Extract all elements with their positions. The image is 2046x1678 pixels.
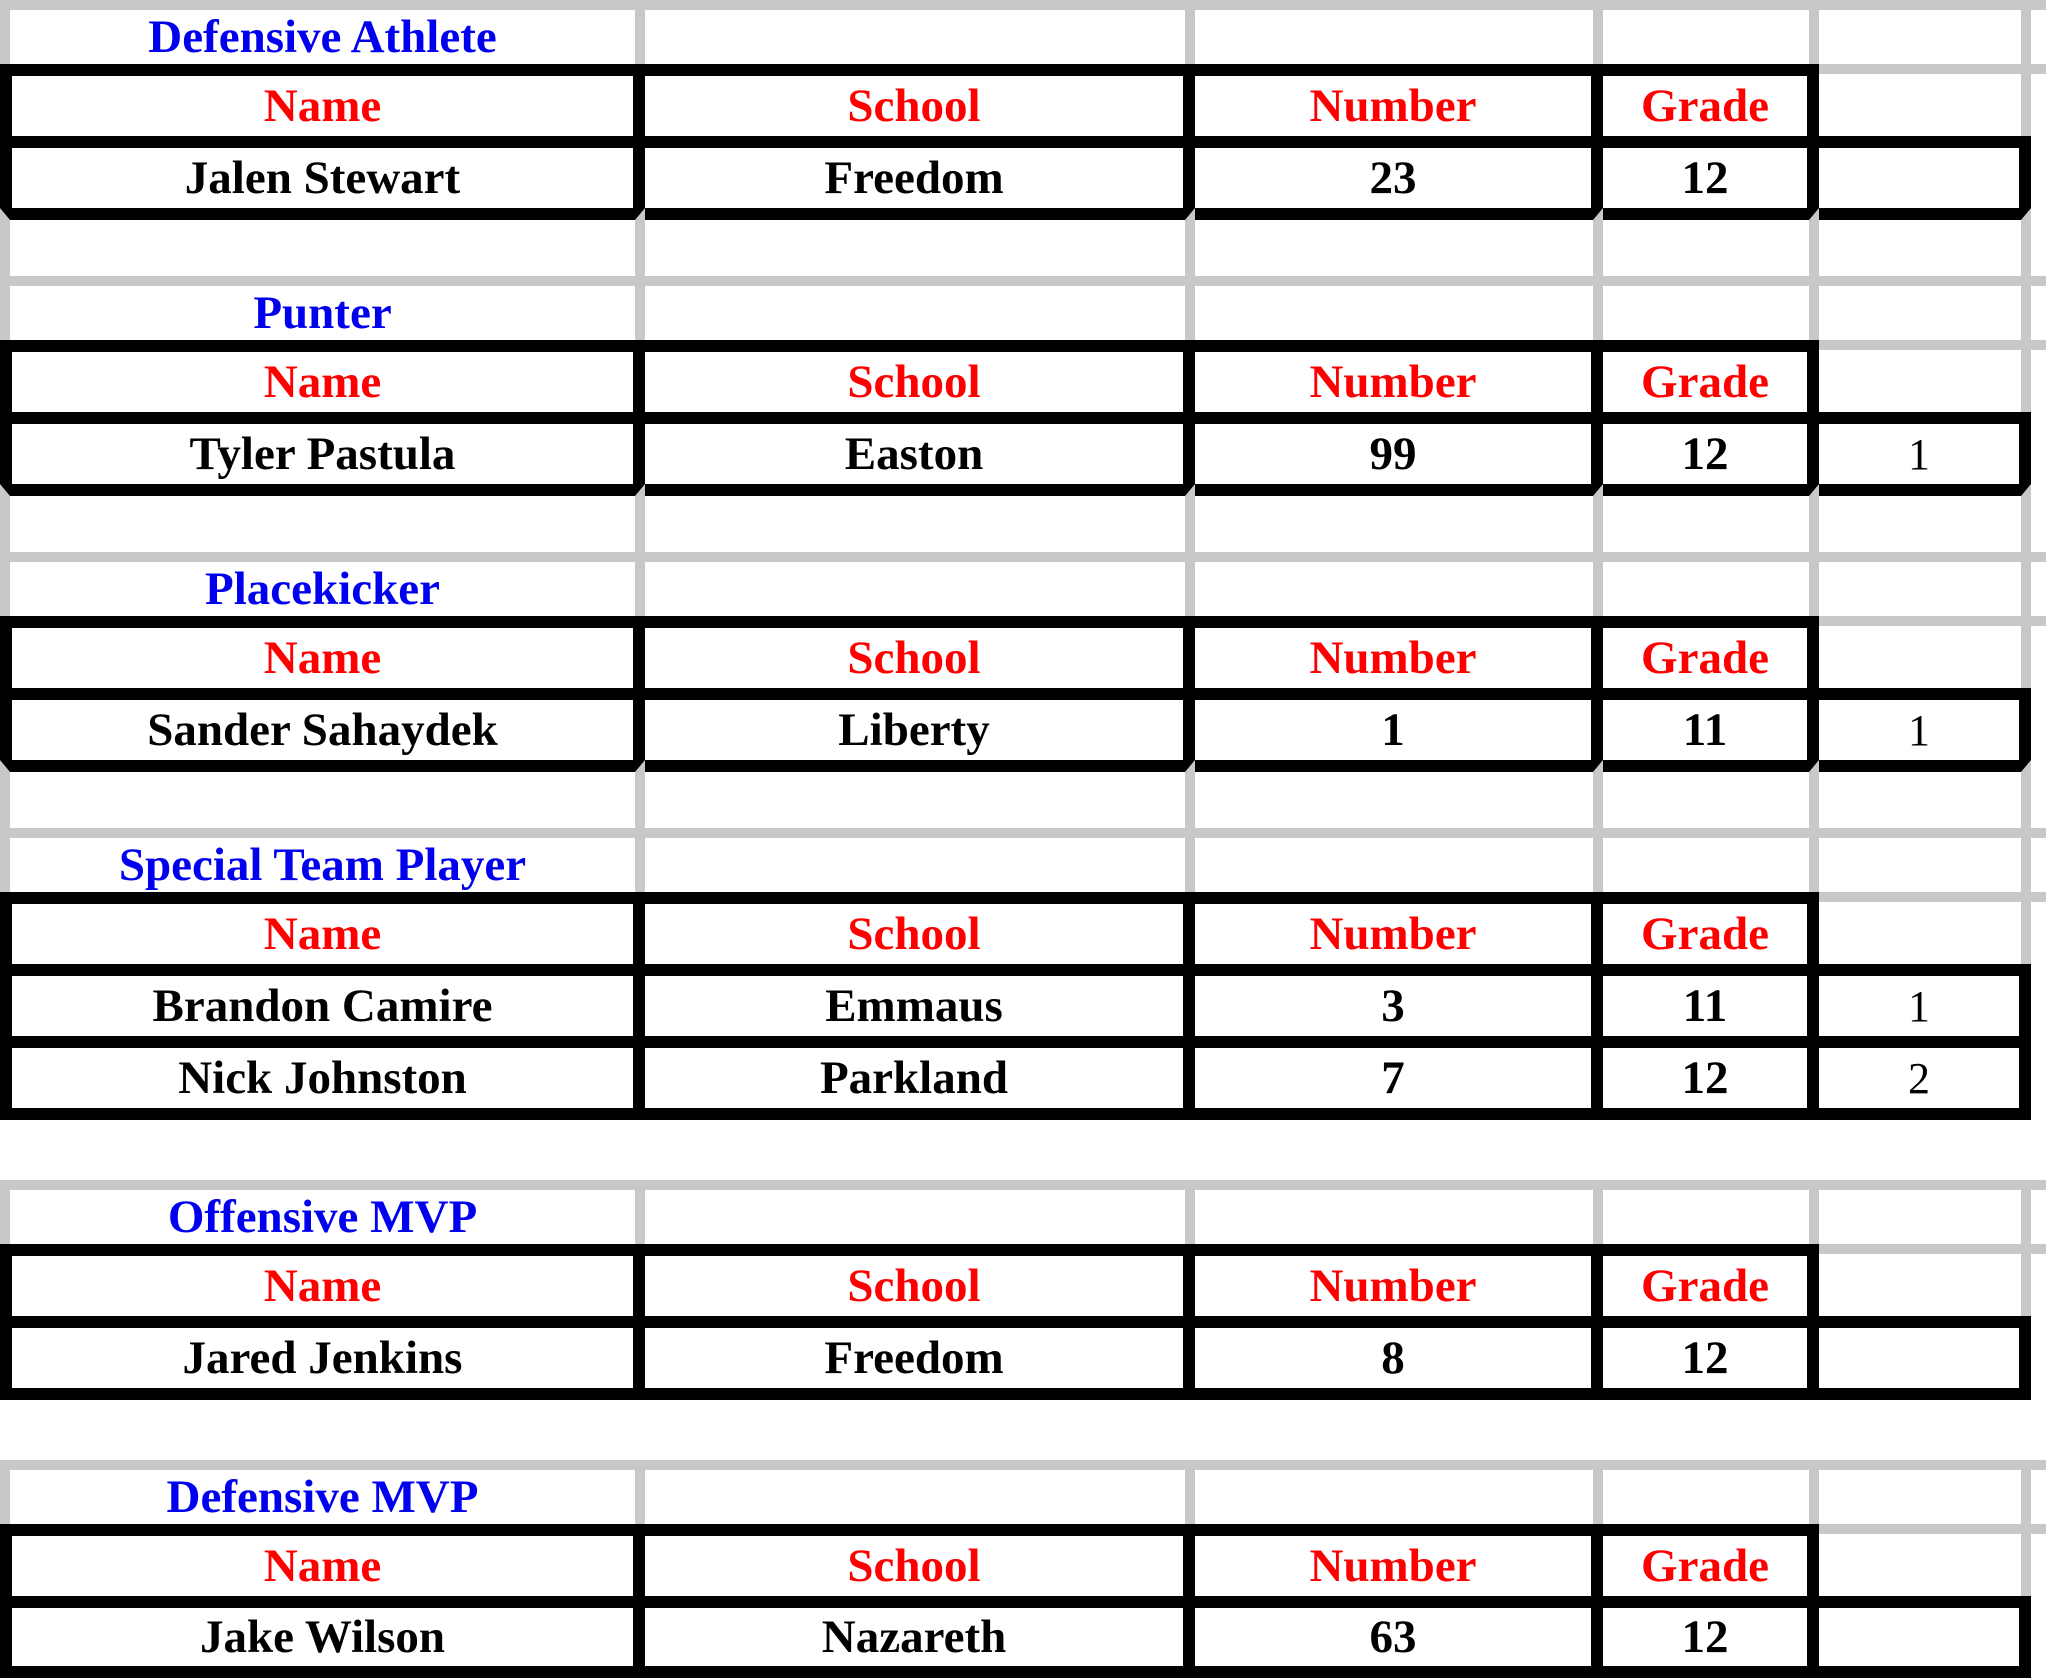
- grid-cell: [645, 276, 1195, 340]
- grid-cell: [1603, 760, 1819, 828]
- punter-title-cell: Punter: [0, 276, 645, 340]
- punter-header-school: School: [645, 340, 1195, 412]
- placekicker-header-row: [0, 616, 2046, 688]
- special-team-player-school-cell-0: Emmaus: [645, 964, 1195, 1036]
- offensive-mvp-header-school: School: [645, 1244, 1195, 1316]
- special-team-player-rank-cell-0: 1: [1819, 964, 2031, 1036]
- placekicker-name-cell: Sander Sahaydek: [0, 688, 645, 760]
- grid-cell: [1195, 552, 1603, 616]
- placekicker-data-row-0: [0, 688, 2046, 760]
- grid-cell: [2031, 484, 2046, 552]
- grid-cell: [2031, 1524, 2046, 1596]
- punter-header-row: [0, 340, 2046, 412]
- grid-cell: [1819, 1460, 2031, 1524]
- special-team-player-number-cell-1: 7: [1195, 1036, 1603, 1108]
- grid-cell: [645, 1108, 1195, 1180]
- grid-cell: [2031, 340, 2046, 412]
- grid-cell: [2031, 964, 2046, 1036]
- grid-cell: [1819, 616, 2031, 688]
- grid-cell: [2031, 276, 2046, 340]
- grid-cell: [1819, 1388, 2031, 1460]
- grid-cell: [1603, 1460, 1819, 1524]
- offensive-mvp-header-name: Name: [0, 1244, 645, 1316]
- offensive-mvp-data-row-0: [0, 1316, 2046, 1388]
- grid-cell: [2031, 1244, 2046, 1316]
- placekicker-header-school: School: [645, 616, 1195, 688]
- grid-cell: [1603, 0, 1819, 64]
- grid-cell: [0, 484, 645, 552]
- grid-cell: [1819, 892, 2031, 964]
- punter-title-row: [0, 276, 2046, 340]
- grid-cell: [2031, 892, 2046, 964]
- defensive-mvp-header-school: School: [645, 1524, 1195, 1596]
- grid-cell: [2031, 1180, 2046, 1244]
- grid-cell: [1819, 64, 2031, 136]
- defensive-mvp-header-row: [0, 1524, 2046, 1596]
- defensive-athlete-header-row: [0, 64, 2046, 136]
- defensive-athlete-header-school: School: [645, 64, 1195, 136]
- punter-number-cell: 99: [1195, 412, 1603, 484]
- special-team-player-number-cell-0: 3: [1195, 964, 1603, 1036]
- special-team-player-data-row-1: [0, 1036, 2046, 1108]
- grid-cell: [645, 0, 1195, 64]
- grid-cell: [1819, 208, 2031, 276]
- offensive-mvp-grade-cell: 12: [1603, 1316, 1819, 1388]
- grid-cell: [2031, 208, 2046, 276]
- empty-grid-row: [0, 208, 2046, 276]
- punter-grade-cell: 12: [1603, 412, 1819, 484]
- grid-cell: [1819, 1180, 2031, 1244]
- special-team-player-name-cell-0: Brandon Camire: [0, 964, 645, 1036]
- offensive-mvp-header-row: [0, 1244, 2046, 1316]
- grid-cell: [0, 1108, 645, 1180]
- special-team-player-header-number: Number: [1195, 892, 1603, 964]
- grid-cell: [2031, 688, 2046, 760]
- offensive-mvp-school-cell: Freedom: [645, 1316, 1195, 1388]
- grid-cell: [1819, 1524, 2031, 1596]
- offensive-mvp-rank-cell: [1819, 1316, 2031, 1388]
- white-gap-row: [0, 1108, 2046, 1180]
- special-team-player-title-row: [0, 828, 2046, 892]
- defensive-mvp-data-row-0: [0, 1596, 2046, 1678]
- grid-cell: [2031, 828, 2046, 892]
- grid-cell: [1819, 760, 2031, 828]
- placekicker-rank-cell: 1: [1819, 688, 2031, 760]
- defensive-athlete-number-cell: 23: [1195, 136, 1603, 208]
- grid-cell: [1195, 1460, 1603, 1524]
- grid-cell: [2031, 412, 2046, 484]
- special-team-player-header-grade: Grade: [1603, 892, 1819, 964]
- defensive-athlete-rank-cell: [1819, 136, 2031, 208]
- grid-cell: [1819, 1108, 2031, 1180]
- grid-cell: [2031, 1316, 2046, 1388]
- grid-cell: [645, 760, 1195, 828]
- grid-cell: [1603, 1388, 1819, 1460]
- grid-cell: [1603, 208, 1819, 276]
- grid-cell: [2031, 136, 2046, 208]
- defensive-mvp-header-number: Number: [1195, 1524, 1603, 1596]
- defensive-mvp-school-cell: Nazareth: [645, 1596, 1195, 1678]
- placekicker-school-cell: Liberty: [645, 688, 1195, 760]
- grid-cell: [2031, 760, 2046, 828]
- special-team-player-grade-cell-0: 11: [1603, 964, 1819, 1036]
- punter-rank-cell: 1: [1819, 412, 2031, 484]
- grid-cell: [1819, 0, 2031, 64]
- grid-cell: [0, 760, 645, 828]
- defensive-athlete-title-cell: Defensive Athlete: [0, 0, 645, 64]
- grid-cell: [1603, 1108, 1819, 1180]
- grid-cell: [2031, 64, 2046, 136]
- grid-cell: [0, 1388, 645, 1460]
- special-team-player-header-school: School: [645, 892, 1195, 964]
- punter-school-cell: Easton: [645, 412, 1195, 484]
- grid-cell: [2031, 0, 2046, 64]
- defensive-athlete-name-cell: Jalen Stewart: [0, 136, 645, 208]
- special-team-player-name-cell-1: Nick Johnston: [0, 1036, 645, 1108]
- grid-cell: [1195, 276, 1603, 340]
- grid-cell: [2031, 1036, 2046, 1108]
- white-gap-row: [0, 1388, 2046, 1460]
- punter-header-number: Number: [1195, 340, 1603, 412]
- grid-cell: [1195, 208, 1603, 276]
- grid-cell: [1819, 276, 2031, 340]
- defensive-athlete-data-row-0: [0, 136, 2046, 208]
- punter-header-grade: Grade: [1603, 340, 1819, 412]
- defensive-athlete-school-cell: Freedom: [645, 136, 1195, 208]
- grid-cell: [1819, 484, 2031, 552]
- defensive-mvp-number-cell: 63: [1195, 1596, 1603, 1678]
- defensive-athlete-header-grade: Grade: [1603, 64, 1819, 136]
- defensive-athlete-grade-cell: 12: [1603, 136, 1819, 208]
- special-team-player-grade-cell-1: 12: [1603, 1036, 1819, 1108]
- grid-cell: [1195, 760, 1603, 828]
- empty-grid-row: [0, 484, 2046, 552]
- grid-cell: [645, 1388, 1195, 1460]
- defensive-athlete-header-name: Name: [0, 64, 645, 136]
- punter-name-cell: Tyler Pastula: [0, 412, 645, 484]
- punter-header-name: Name: [0, 340, 645, 412]
- grid-cell: [1819, 828, 2031, 892]
- placekicker-title-row: [0, 552, 2046, 616]
- defensive-mvp-header-grade: Grade: [1603, 1524, 1819, 1596]
- offensive-mvp-number-cell: 8: [1195, 1316, 1603, 1388]
- grid-cell: [2031, 552, 2046, 616]
- grid-cell: [1603, 276, 1819, 340]
- grid-cell: [645, 1180, 1195, 1244]
- defensive-mvp-rank-cell: [1819, 1596, 2031, 1678]
- placekicker-title-cell: Placekicker: [0, 552, 645, 616]
- defensive-mvp-name-cell: Jake Wilson: [0, 1596, 645, 1678]
- placekicker-header-name: Name: [0, 616, 645, 688]
- special-team-player-header-row: [0, 892, 2046, 964]
- defensive-mvp-grade-cell: 12: [1603, 1596, 1819, 1678]
- grid-cell: [2031, 616, 2046, 688]
- defensive-mvp-header-name: Name: [0, 1524, 645, 1596]
- grid-cell: [645, 552, 1195, 616]
- grid-cell: [2031, 1460, 2046, 1524]
- grid-cell: [1195, 0, 1603, 64]
- offensive-mvp-header-grade: Grade: [1603, 1244, 1819, 1316]
- grid-cell: [2031, 1388, 2046, 1460]
- placekicker-header-grade: Grade: [1603, 616, 1819, 688]
- grid-cell: [645, 1460, 1195, 1524]
- grid-cell: [1195, 1180, 1603, 1244]
- placekicker-number-cell: 1: [1195, 688, 1603, 760]
- grid-cell: [0, 208, 645, 276]
- offensive-mvp-title-row: [0, 1180, 2046, 1244]
- defensive-athlete-header-number: Number: [1195, 64, 1603, 136]
- special-team-player-data-row-0: [0, 964, 2046, 1036]
- defensive-mvp-title-row: [0, 1460, 2046, 1524]
- offensive-mvp-title-cell: Offensive MVP: [0, 1180, 645, 1244]
- placekicker-header-number: Number: [1195, 616, 1603, 688]
- grid-cell: [1195, 484, 1603, 552]
- special-team-player-school-cell-1: Parkland: [645, 1036, 1195, 1108]
- empty-grid-row: [0, 760, 2046, 828]
- punter-data-row-0: [0, 412, 2046, 484]
- grid-cell: [1603, 552, 1819, 616]
- grid-cell: [1819, 340, 2031, 412]
- defensive-athlete-title-row: [0, 0, 2046, 64]
- offensive-mvp-name-cell: Jared Jenkins: [0, 1316, 645, 1388]
- grid-cell: [2031, 1108, 2046, 1180]
- grid-cell: [1819, 552, 2031, 616]
- special-team-player-title-cell: Special Team Player: [0, 828, 645, 892]
- grid-cell: [645, 484, 1195, 552]
- grid-cell: [645, 208, 1195, 276]
- placekicker-grade-cell: 11: [1603, 688, 1819, 760]
- grid-cell: [1195, 1388, 1603, 1460]
- grid-cell: [2031, 1596, 2046, 1678]
- grid-cell: [1603, 1180, 1819, 1244]
- grid-cell: [1819, 1244, 2031, 1316]
- special-team-player-rank-cell-1: 2: [1819, 1036, 2031, 1108]
- special-team-player-header-name: Name: [0, 892, 645, 964]
- grid-cell: [1603, 828, 1819, 892]
- grid-cell: [645, 828, 1195, 892]
- offensive-mvp-header-number: Number: [1195, 1244, 1603, 1316]
- grid-cell: [1195, 828, 1603, 892]
- grid-cell: [1195, 1108, 1603, 1180]
- defensive-mvp-title-cell: Defensive MVP: [0, 1460, 645, 1524]
- grid-cell: [1603, 484, 1819, 552]
